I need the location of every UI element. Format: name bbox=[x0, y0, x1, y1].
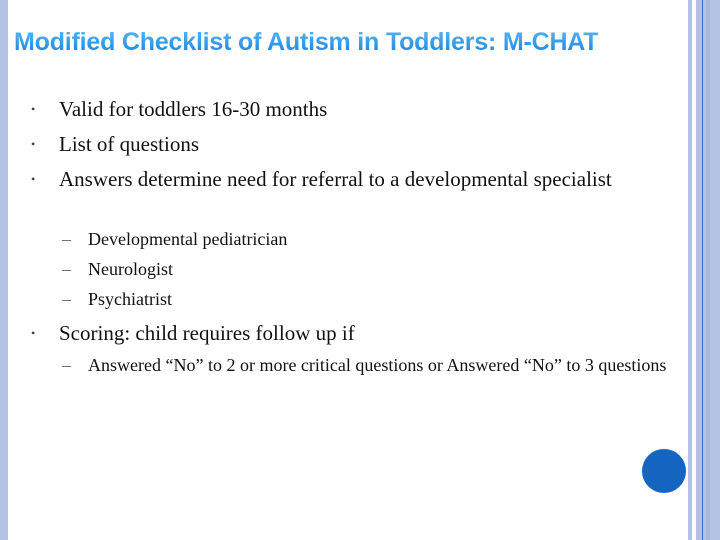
bullet-icon: • bbox=[31, 102, 36, 116]
sub-bullet-item bbox=[62, 227, 678, 252]
bullet-item bbox=[31, 95, 619, 124]
bullet-text: List of questions bbox=[59, 132, 199, 156]
bullet-icon: • bbox=[31, 172, 36, 186]
bullet-text: Valid for toddlers 16-30 months bbox=[59, 97, 328, 121]
sub-bullet-text: Psychiatrist bbox=[88, 289, 172, 309]
dash-icon: – bbox=[62, 259, 71, 279]
bullet-item bbox=[31, 130, 619, 159]
sub-bullet-text: Answered “No” to 2 or more critical questions or Answered “No” to 3 questions bbox=[88, 355, 667, 375]
dash-icon: – bbox=[62, 229, 71, 249]
sub-bullet-item bbox=[62, 353, 678, 378]
right-border-stripe bbox=[706, 0, 710, 540]
bullet-text: Scoring: child requires follow up if bbox=[59, 321, 355, 345]
slide-title: Modified Checklist of Autism in Toddlers: M-CHAT bbox=[14, 28, 599, 56]
dash-icon: – bbox=[62, 355, 71, 375]
decorative-circle bbox=[642, 449, 686, 493]
bullet-text: Answers determine need for referral to a developmental specialist bbox=[59, 167, 612, 191]
right-border-strip bbox=[688, 0, 692, 540]
sub-bullet-text: Developmental pediatrician bbox=[88, 229, 288, 249]
bullet-item bbox=[31, 319, 619, 348]
bullet-icon: • bbox=[31, 326, 36, 340]
left-border-strip bbox=[0, 0, 8, 540]
dash-icon: – bbox=[62, 289, 71, 309]
sub-bullet-text: Neurologist bbox=[88, 259, 173, 279]
right-border-line bbox=[702, 0, 703, 540]
sub-bullet-item bbox=[62, 257, 678, 282]
sub-bullet-item bbox=[62, 287, 678, 312]
bullet-item bbox=[31, 165, 619, 194]
bullet-icon: • bbox=[31, 137, 36, 151]
